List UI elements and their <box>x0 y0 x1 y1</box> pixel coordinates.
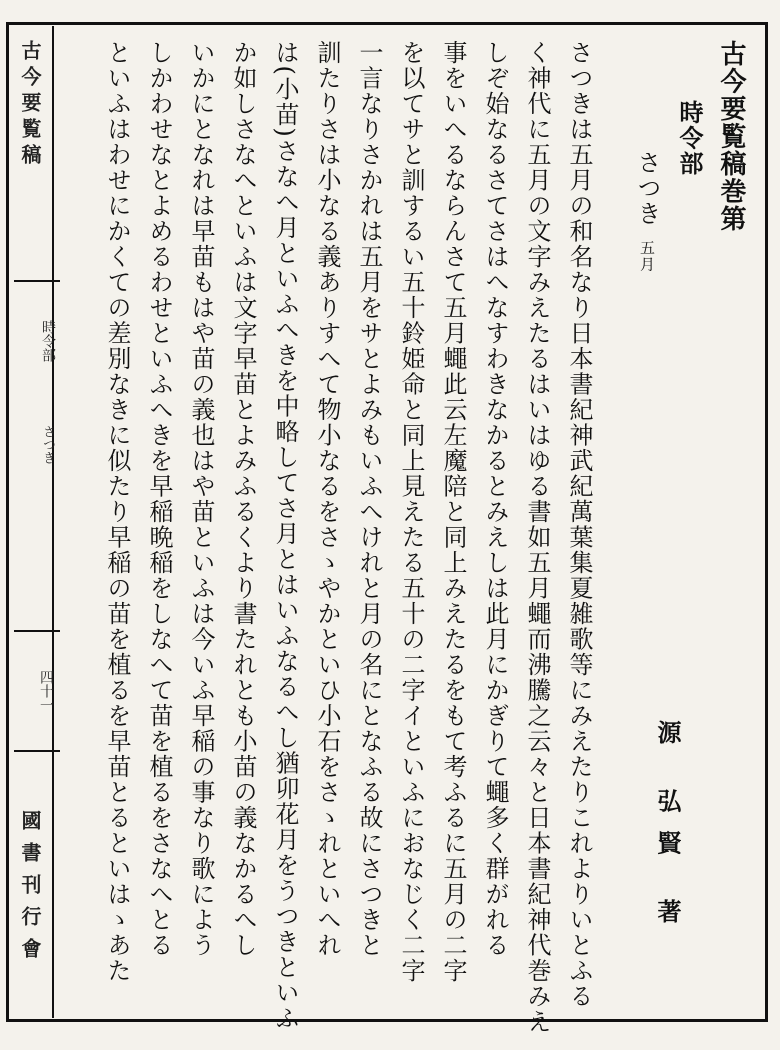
margin-rule <box>14 750 60 752</box>
body-column: さつきは五月の和名なり日本書紀神武紀萬葉集夏雑歌等にみえたりこれよりいとふる <box>565 40 593 1009</box>
margin-section: 時令部 <box>40 320 56 362</box>
margin-topic: さつき <box>40 425 55 464</box>
body-column: 訓たりさは小なる義ありすへて物小なるをさゝやかといひ小石をさゝれといへれ <box>313 40 341 958</box>
body-column: 一言なりさかれは五月をサとよみもいふへけれと月の名にとなふる故にさつきと <box>355 40 383 958</box>
book-title: 古今要覧稿巻第 <box>716 40 746 233</box>
publisher: 國書刊行會 <box>18 810 42 970</box>
body-column: く神代に五月の文字みえたるはいはゆる書如五月蠅而沸騰之云々と日本書紀神代巻みえ <box>523 40 551 1035</box>
body-column: は(小苗)さなへ月といふへきを中略してさ月とはいふなるへし猶卯花月をうつきといふ <box>271 40 299 1031</box>
running-title: 古今要覧稿 <box>18 40 42 170</box>
margin-rule <box>14 630 60 632</box>
topic-name: さつき <box>633 150 661 227</box>
section-title: 時令部 <box>675 100 704 177</box>
body-column: しぞ始なるさてさはへなすわきなかるとみえしは此月にかぎりて蠅多く群がれる <box>481 40 509 958</box>
page-number: 四十一 <box>38 670 54 712</box>
topic-note: 五月 <box>638 239 656 273</box>
body-column: 事をいへるならんさて五月蠅此云左魔陪と同上みえたるをもて考ふるに五月の二字 <box>439 40 467 984</box>
body-column: しかわせなとよめるわせといふへきを早稲晩稲をしなへて苗を植るをさなへとる <box>145 40 173 958</box>
body-column: といふはわせにかくての差別なきに似たり早稲の苗を植るを早苗とるといはゝあた <box>103 40 131 984</box>
margin-rule <box>14 280 60 282</box>
body-column: いかにとなれは早苗もはや苗の義也はや苗といふは今いふ早稲の事なり歌によう <box>187 40 215 958</box>
author: 源 弘賢 著 <box>653 720 682 941</box>
body-column: を以てサと訓するい五十鈴姫命と同上見えたる五十の二字イといふにおなじく二字 <box>397 40 425 984</box>
vertical-text-block <box>62 40 752 1035</box>
body-column: か如しさなへといふは文字早苗とよみふるくより書たれとも小苗の義なかるへし <box>229 40 257 958</box>
column-gap <box>600 40 626 1000</box>
page-margin <box>8 30 56 1020</box>
